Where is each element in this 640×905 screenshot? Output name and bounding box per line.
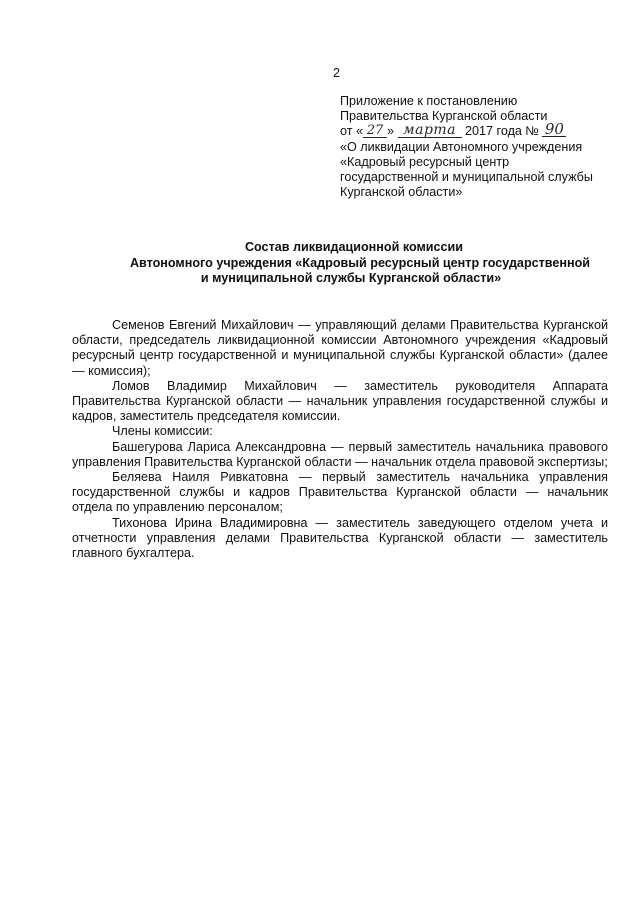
appendix-line-2: Правительства Курганской области <box>340 109 548 124</box>
paragraph-member-3: Тихонова Ирина Владимировна — заместитель заведующего отделом учета и отчетности управления делами Правительства Курганской области — заместитель главного бухгалтера. <box>72 515 608 561</box>
paragraph-chairman: Семенов Евгений Михайлович — управляющий делами Правительства Курганской области, председатель ликвидационной комиссии Автономного учреждения «Кадровый ресурсный центр государственной и муниципальной службы Курганской области» (далее — комиссия); <box>72 318 608 378</box>
document-body <box>72 318 608 561</box>
handwritten-number: 90 <box>542 123 566 137</box>
paragraph-member-2: Беляева Наиля Ривкатовна — первый заместитель начальника управления государственной службы и кадров Правительства Курганской области — начальник отдела по управлению персоналом; <box>72 470 608 515</box>
appendix-line-6: государственной и муниципальной службы <box>340 170 593 185</box>
title-line-1: Состав ликвидационной комиссии <box>244 240 464 254</box>
appendix-line-4: «О ликвидации Автономного учреждения <box>340 139 583 154</box>
appendix-line-7: Курганской области» <box>340 185 463 200</box>
paragraph-member-1: Башегурова Лариса Александровна — первый заместитель начальника правового управления Правительства Курганской области — начальник отдела правовой экспертизы; <box>72 439 608 469</box>
handwritten-month: марта <box>398 124 462 138</box>
paragraph-members-heading: Члены комиссии: <box>112 424 213 439</box>
date-suffix: 2017 года № <box>465 124 539 139</box>
page-number: 2 <box>333 66 341 80</box>
handwritten-day: 27 <box>363 124 387 138</box>
paragraph-deputy-chairman: Ломов Владимир Михайлович — заместитель руководителя Аппарата Правительства Курганской области — начальник управления государственной службы и кадров, заместитель председателя комиссии. <box>72 378 608 424</box>
appendix-line-1: Приложение к постановлению <box>340 94 518 108</box>
title-line-3: и муниципальной службы Курганской области» <box>200 271 502 285</box>
date-mid: » <box>387 124 395 139</box>
appendix-date-line <box>340 120 630 139</box>
title-line-2: Автономного учреждения «Кадровый ресурсный центр государственной <box>129 255 591 270</box>
appendix-line-5: «Кадровый ресурсный центр <box>340 154 510 169</box>
date-prefix: от « <box>340 124 363 139</box>
document-title <box>80 240 610 287</box>
appendix-header <box>340 94 630 200</box>
